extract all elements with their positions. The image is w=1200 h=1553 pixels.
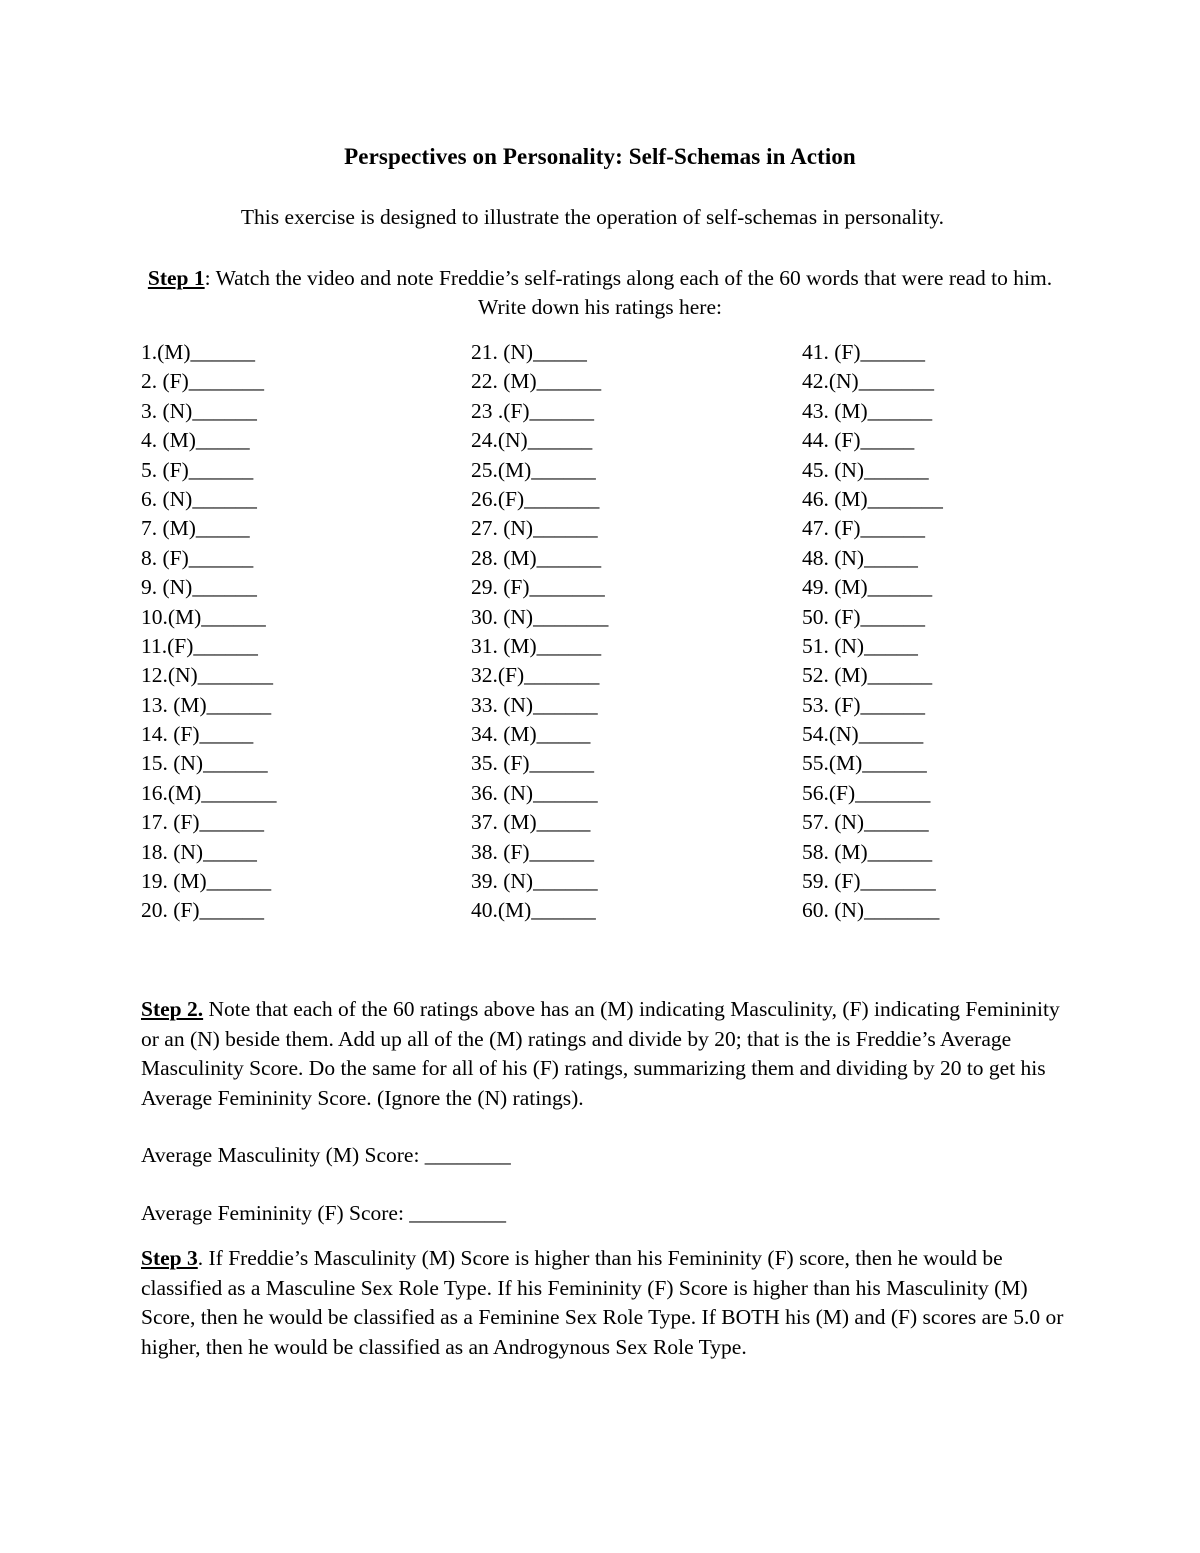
step3-instructions bbox=[141, 1244, 1066, 1362]
rating-item: 54.(N)______ bbox=[802, 722, 924, 747]
rating-item: 24.(N)______ bbox=[471, 428, 593, 453]
step2-text: Note that each of the 60 ratings above has an (M) indicating Masculinity, (F) indicating Femininity or an (N) beside them. Add up all of the (M) ratings and divide by 20; that is the is Freddie’s Average Masculinity Score. Do the same for all of his (F) ratings, summarizing them and dividing by 20 to get his Average Femininity Score. (Ignore the (N) ratings). bbox=[141, 997, 1060, 1110]
rating-item: 32.(F)_______ bbox=[471, 663, 600, 688]
rating-item: 6. (N)______ bbox=[141, 486, 257, 511]
rating-item: 3. (N)______ bbox=[141, 398, 257, 423]
rating-item: 20. (F)______ bbox=[141, 898, 265, 923]
rating-item: 51. (N)_____ bbox=[802, 633, 918, 658]
step1-label: Step 1 bbox=[147, 266, 205, 290]
step1-text: : Watch the video and note Freddie’s self-ratings along each of the 60 words that were read to him. Write down his ratings here: bbox=[204, 266, 1053, 319]
rating-item: 47. (F)______ bbox=[802, 516, 926, 541]
rating-item: 35. (F)______ bbox=[471, 751, 595, 776]
rating-item: 21. (N)_____ bbox=[471, 340, 587, 364]
rating-item: 1.(M)______ bbox=[141, 340, 256, 364]
rating-item: 40.(M)______ bbox=[471, 898, 596, 923]
rating-item: 14. (F)_____ bbox=[141, 722, 254, 747]
rating-item: 38. (F)______ bbox=[471, 839, 595, 864]
ratings-grid bbox=[141, 338, 1061, 938]
step2-label: Step 2. bbox=[141, 997, 204, 1021]
rating-item: 28. (M)______ bbox=[471, 545, 602, 570]
step3-text: . If Freddie’s Masculinity (M) Score is higher than his Femininity (F) score, then he would be classified as a Masculine Sex Role Type. If his Femininity (F) Score is higher than his Masculinity (M) Score, then he would be classified as a Feminine Sex Role Type. If BOTH his (M) and (F) scores are 5.0 or higher, then he would be classified as an Androgynous Sex Role Type. bbox=[141, 1246, 1064, 1359]
rating-item: 7. (M)_____ bbox=[141, 516, 250, 541]
rating-item: 60. (N)_______ bbox=[802, 898, 940, 923]
rating-item: 9. (N)______ bbox=[141, 575, 257, 600]
rating-item: 43. (M)______ bbox=[802, 398, 933, 423]
intro-text: This exercise is designed to illustrate the operation of self-schemas in personality. bbox=[240, 205, 945, 229]
rating-item: 58. (M)______ bbox=[802, 839, 933, 864]
rating-item: 33. (N)______ bbox=[471, 692, 598, 717]
rating-item: 12.(N)_______ bbox=[141, 663, 273, 688]
rating-item: 37. (M)_____ bbox=[471, 810, 591, 835]
rating-item: 22. (M)______ bbox=[471, 369, 602, 394]
rating-item: 27. (N)______ bbox=[471, 516, 598, 541]
rating-item: 11.(F)______ bbox=[141, 633, 258, 658]
rating-item: 8. (F)______ bbox=[141, 545, 254, 570]
rating-item: 10.(M)______ bbox=[141, 604, 266, 629]
rating-item: 45. (N)______ bbox=[802, 457, 929, 482]
step2-instructions bbox=[141, 995, 1066, 1113]
rating-item: 59. (F)_______ bbox=[802, 869, 936, 894]
rating-item: 16.(M)_______ bbox=[141, 780, 277, 805]
rating-item: 23 .(F)______ bbox=[471, 398, 595, 423]
page-title: Perspectives on Personality: Self-Schemas in Action bbox=[344, 144, 856, 169]
rating-item: 44. (F)_____ bbox=[802, 428, 915, 453]
rating-item: 13. (M)______ bbox=[141, 692, 272, 717]
rating-item: 55.(M)______ bbox=[802, 751, 927, 776]
rating-item: 57. (N)______ bbox=[802, 810, 929, 835]
step1-instructions bbox=[140, 264, 1060, 322]
ratings-column-1 bbox=[141, 338, 441, 926]
rating-item: 31. (M)______ bbox=[471, 633, 602, 658]
rating-item: 26.(F)_______ bbox=[471, 486, 600, 511]
rating-item: 46. (M)_______ bbox=[802, 486, 943, 511]
rating-item: 49. (M)______ bbox=[802, 575, 933, 600]
rating-item: 18. (N)_____ bbox=[141, 839, 257, 864]
rating-item: 41. (F)______ bbox=[802, 340, 926, 364]
rating-item: 36. (N)______ bbox=[471, 780, 598, 805]
rating-item: 39. (N)______ bbox=[471, 869, 598, 894]
rating-item: 19. (M)______ bbox=[141, 869, 272, 894]
masculinity-score-line: Average Masculinity (M) Score: ________ bbox=[141, 1143, 511, 1167]
rating-item: 56.(F)_______ bbox=[802, 780, 931, 805]
ratings-column-2 bbox=[471, 338, 771, 926]
rating-item: 29. (F)_______ bbox=[471, 575, 605, 600]
rating-item: 4. (M)_____ bbox=[141, 428, 250, 453]
rating-item: 52. (M)______ bbox=[802, 663, 933, 688]
rating-item: 50. (F)______ bbox=[802, 604, 926, 629]
rating-item: 2. (F)_______ bbox=[141, 369, 265, 394]
rating-item: 42.(N)_______ bbox=[802, 369, 934, 394]
rating-item: 48. (N)_____ bbox=[802, 545, 918, 570]
rating-item: 17. (F)______ bbox=[141, 810, 265, 835]
rating-item: 15. (N)______ bbox=[141, 751, 268, 776]
rating-item: 25.(M)______ bbox=[471, 457, 596, 482]
rating-item: 5. (F)______ bbox=[141, 457, 254, 482]
rating-item: 53. (F)______ bbox=[802, 692, 926, 717]
rating-item: 34. (M)_____ bbox=[471, 722, 591, 747]
femininity-score-line: Average Femininity (F) Score: _________ bbox=[141, 1201, 507, 1225]
step3-label: Step 3 bbox=[141, 1246, 198, 1270]
rating-item: 30. (N)_______ bbox=[471, 604, 609, 629]
ratings-column-3 bbox=[802, 338, 1102, 926]
